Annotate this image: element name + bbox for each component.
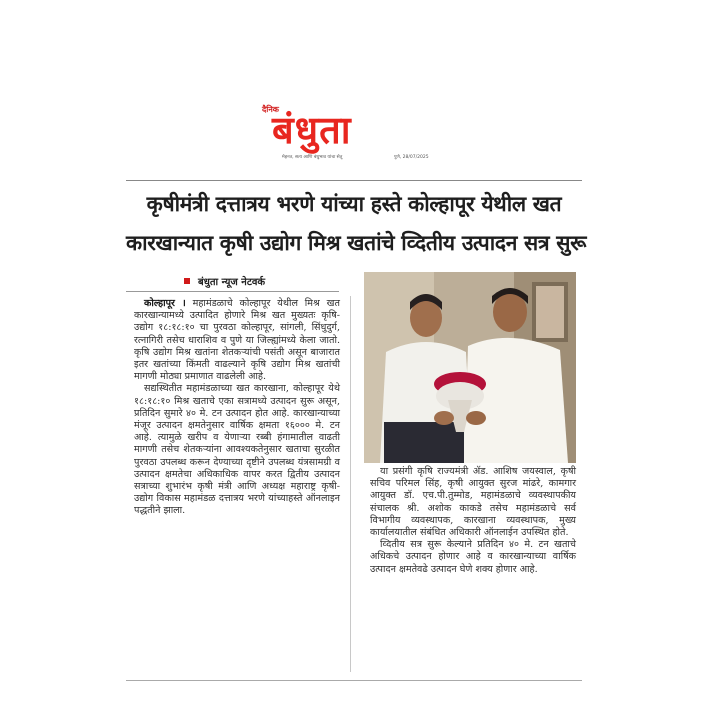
article-paragraph-1-text: महामंडळाचे कोल्हापूर येथील मिश्र खत कारखान्यामध्ये उत्पादित होणारे मिश्र खत मुख्यतः कृषि-उद्योग १८:१८:१० चा पुरवठा कोल्हापूर, सांगली, सिंधुदुर्ग, रत्नागिरी तसेच धाराशिव व पुणे या जिल्ह्यांमध्ये केला जातो. कृषि उद्योग मिश्र खतांना शेतकऱ्यांची पसंती असून बाजारात इतर खतांच्या किंमती वाढल्याने कृषि उद्योग मिश्र खतांची मागणी मोठ्या प्रमाणात वाढलेली आहे.	[134, 298, 340, 383]
headline-line-1: कृषीमंत्री दत्तात्रय भरणे यांच्या हस्ते कोल्हापूर येथील खत	[146, 192, 562, 216]
byline-text: बंधुता न्यूज नेटवर्क	[198, 277, 266, 288]
bullet-square-icon	[184, 278, 190, 284]
article-column-left	[134, 298, 340, 518]
masthead-title: बंधुता	[272, 108, 352, 152]
masthead-date-line: पुणे, 28/07/2025	[394, 155, 429, 160]
masthead-tagline: मेहनत, सत्य आणि बंधुभाव यांचा सेतू	[282, 155, 343, 160]
article-column-right	[370, 466, 576, 576]
masthead-prefix: दैनिक	[262, 105, 279, 114]
byline	[184, 274, 265, 288]
article-bottom-border	[126, 680, 582, 681]
dateline: कोल्हापूर ।	[144, 298, 186, 309]
photo-illustration	[364, 272, 576, 463]
newspaper-masthead	[262, 104, 442, 172]
article-photo	[364, 272, 576, 463]
article-paragraph-4: व्दितीय सत्र सुरू केल्याने प्रतिदिन ४० मे. टन खताचे अधिकचे उत्पादन होणार आहे व कारखान्याच्या वार्षिक उत्पादन क्षमतेवढे उत्पादन घेणे शक्य होणार आहे.	[370, 539, 576, 575]
column-divider	[350, 296, 351, 672]
masthead-divider	[126, 180, 582, 181]
article-paragraph-3: या प्रसंगी कृषि राज्यमंत्री ॲड. आशिष जयस्वाल, कृषी सचिव परिमल सिंह, कृषी आयुक्त सुरज मांढरे, कामगार आयुक्त डॉ. एच.पी.तुम्मोड, महामंडळाचे व्यवस्थापकीय संचालक श्री. अशोक काकडे तसेच महामंडळाचे सर्व विभागीय व्यवस्थापक, कारखाना व्यवस्थापक, मुख्य कार्यालयातील संबंधित अधिकारी ऑनलाईन उपस्थित होते.	[370, 466, 576, 539]
article-paragraph-1	[134, 298, 340, 383]
byline-divider	[126, 291, 339, 292]
article-paragraph-2: सद्यस्थितीत महामंडळाच्या खत कारखाना, कोल्हापूर येथे १८:१८:१० मिश्र खताचे एका सत्रामध्ये उत्पादन सुरू असून, प्रतिदिन सुमारे ४० मे. टन उत्पादन होत आहे. कारखान्याच्या मंजूर उत्पादन क्षमतेनुसार वार्षिक क्षमता १६००० मे. टन आहे. त्यामुळे खरीप व येणाऱ्या रब्बी हंगामातील वाढती मागणी तसेच शेतकऱ्यांना आवश्यकतेनुसार खताचा सुरळीत पुरवठा उपलब्ध करून देण्याच्या दृष्टीने उपलब्ध यंत्रसामग्री व उत्पादन क्षमतेचा अधिकाधिक वापर करत द्वितीय उत्पादन सत्राच्या शुभारंभ कृषी मंत्री आणि अध्यक्ष महाराष्ट्र कृषी-उद्योग विकास महामंडळ दत्तात्रय भरणे यांच्याहस्ते ऑनलाइन पद्धतीने झाला.	[134, 383, 340, 517]
headline-line-2: कारखान्यात कृषी उद्योग मिश्र खतांचे व्दितीय उत्पादन सत्र सुरू	[126, 231, 587, 255]
